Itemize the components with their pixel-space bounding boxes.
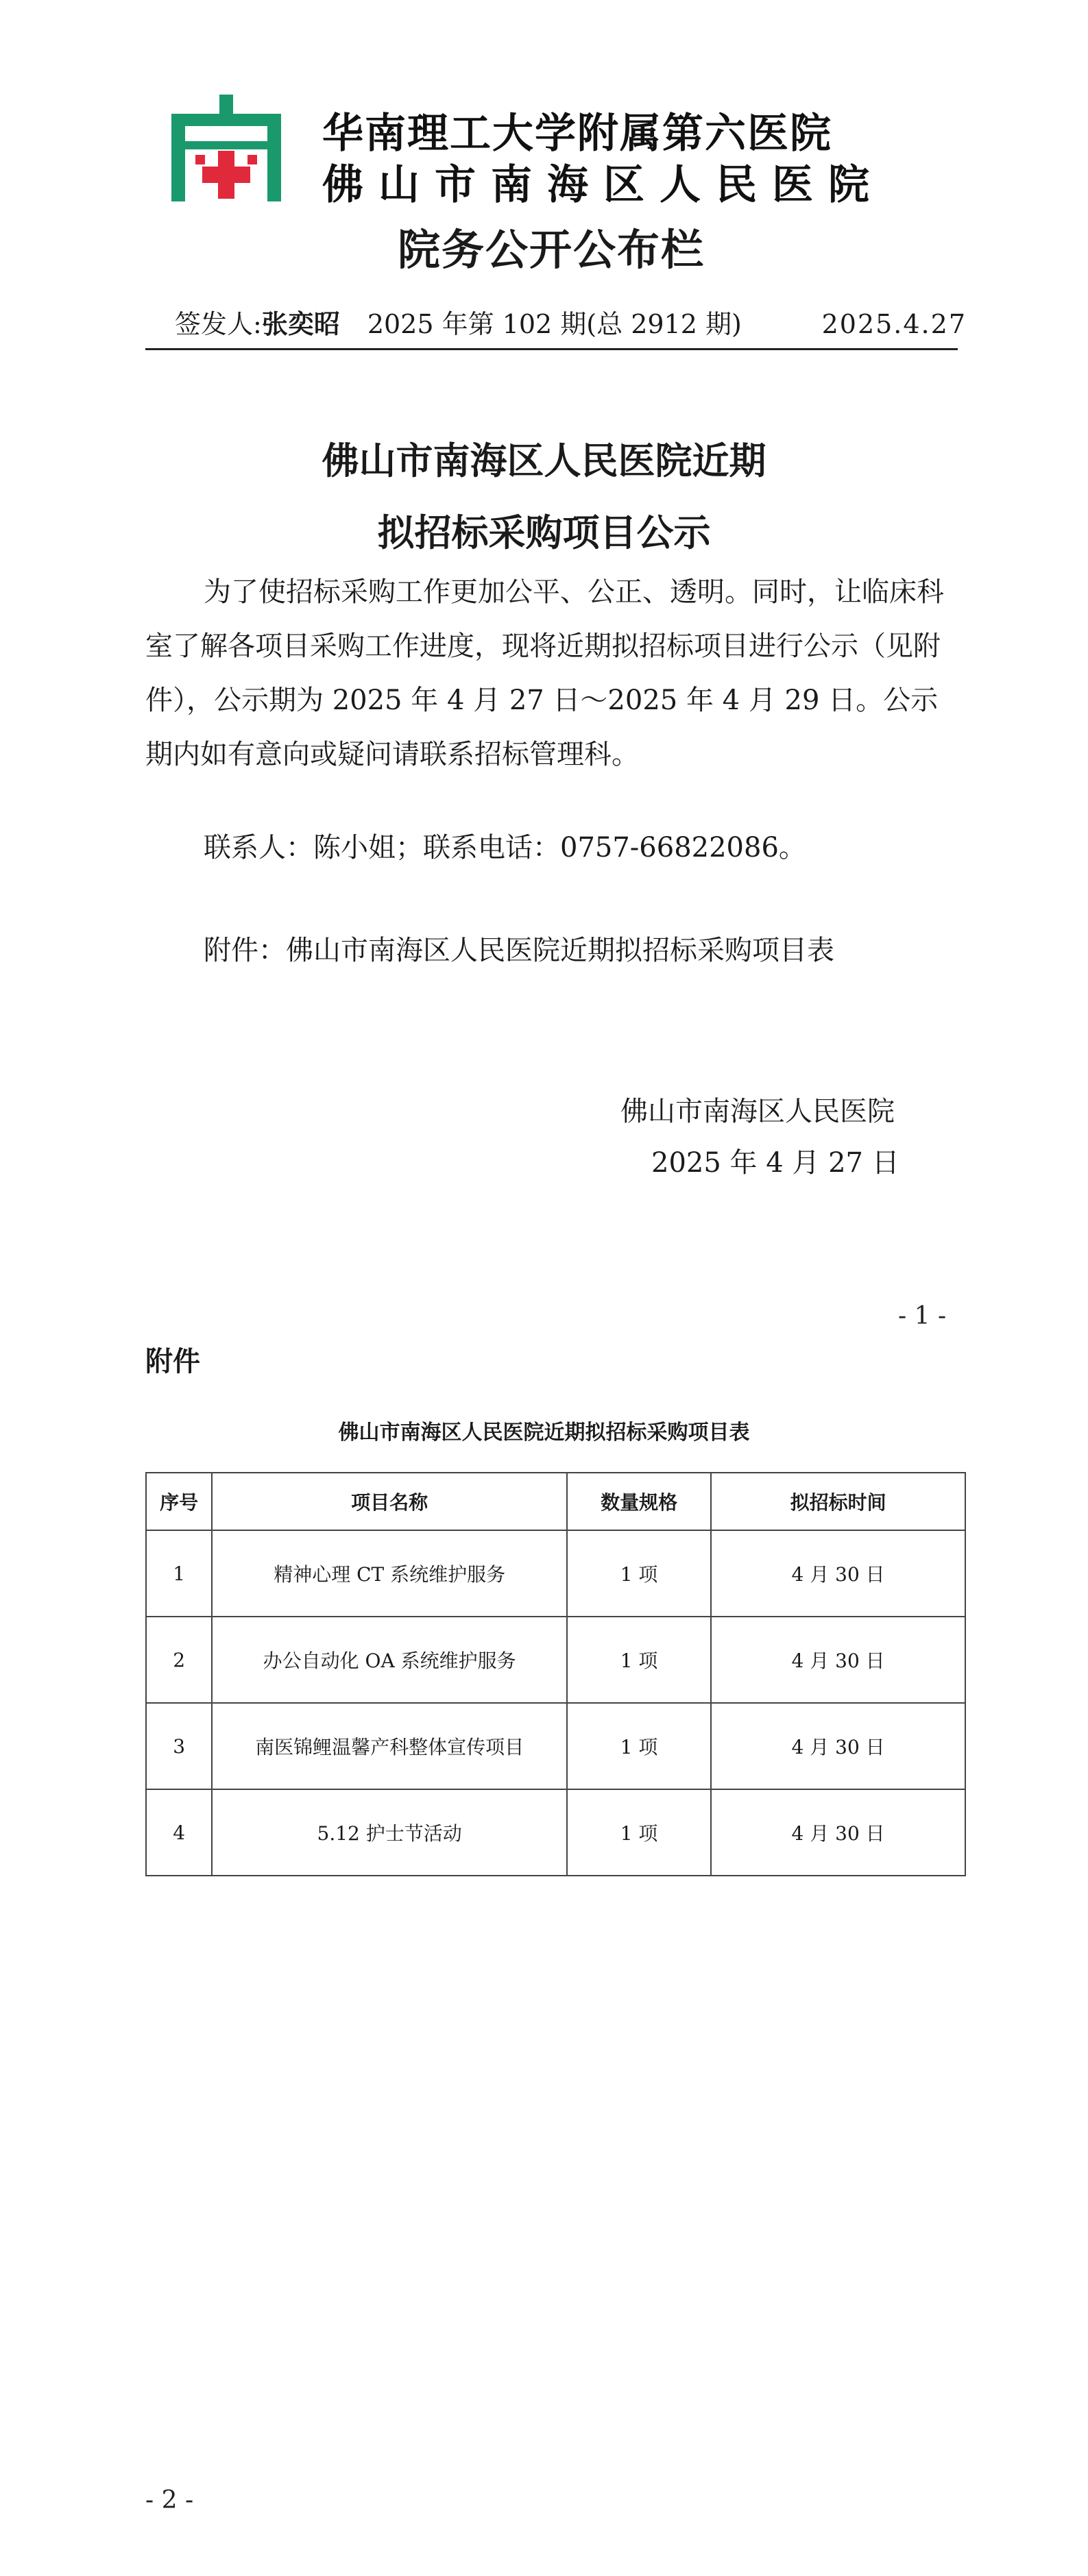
project-table (145, 1472, 966, 1876)
hospital-name-line1: 华南理工大学附属第六医院 (322, 110, 832, 158)
table-row (146, 1789, 965, 1876)
notice-title-line2: 拟招标采购项目公示 (377, 511, 711, 554)
row-quantity: 1 项 (567, 1530, 711, 1617)
notice-body: 为了使招标采购工作更加公平、公正、透明。同时，让临床科室了解各项目采购工作进度，现将近期拟招标项目进行公示（见附件），公示期为 2025 年 4 月 27 日～2025 年 4 月 29 日。公示期内如有意向或疑问请联系招标管理科。 (145, 576, 944, 770)
row-quantity: 1 项 (567, 1617, 711, 1703)
table-header-row (146, 1473, 965, 1530)
page-number-1: - 1 - (898, 1302, 947, 1330)
row-tender-time: 4 月 30 日 (711, 1617, 965, 1703)
column-header-project-name: 项目名称 (212, 1473, 567, 1530)
row-quantity: 1 项 (567, 1703, 711, 1789)
row-project-name: 5.12 护士节活动 (212, 1789, 567, 1876)
table-row (146, 1530, 965, 1617)
column-header-quantity: 数量规格 (567, 1473, 711, 1530)
signer-label: 签发人: (175, 309, 262, 339)
signature-date: 2025 年 4 月 27 日 (651, 1147, 899, 1179)
column-header-index: 序号 (146, 1473, 212, 1530)
signer-name: 张奕昭 (261, 308, 340, 339)
row-index: 3 (146, 1703, 212, 1789)
issue-meta-row (175, 303, 967, 341)
issue-date: 2025.4.27 (821, 309, 967, 339)
table-row (146, 1703, 965, 1789)
row-tender-time: 4 月 30 日 (711, 1530, 965, 1617)
page-number-2: - 2 - (145, 2486, 194, 2514)
signature-organization: 佛山市南海区人民医院 (620, 1096, 895, 1127)
table-row (146, 1617, 965, 1703)
hospital-logo-icon (171, 95, 281, 201)
row-tender-time: 4 月 30 日 (711, 1703, 965, 1789)
attachment-reference: 附件：佛山市南海区人民医院近期拟招标采购项目表 (204, 935, 834, 966)
issue-number: 2025 年第 102 期(总 2912 期) (367, 309, 742, 339)
header-divider (145, 348, 958, 350)
contact-info: 联系人：陈小姐；联系电话：0757-66822086。 (204, 832, 806, 863)
row-project-name: 南医锦鲤温馨产科整体宣传项目 (212, 1703, 567, 1789)
table-title: 佛山市南海区人民医院近期拟招标采购项目表 (338, 1421, 750, 1445)
row-project-name: 精神心理 CT 系统维护服务 (212, 1530, 567, 1617)
notice-title-line1: 佛山市南海区人民医院近期 (322, 439, 766, 482)
hospital-name-line2: 佛山市南海区人民医院 (322, 161, 884, 209)
row-index: 1 (146, 1530, 212, 1617)
row-quantity: 1 项 (567, 1789, 711, 1876)
row-project-name: 办公自动化 OA 系统维护服务 (212, 1617, 567, 1703)
attachment-label: 附件 (145, 1346, 200, 1377)
row-index: 2 (146, 1617, 212, 1703)
column-header-tender-time: 拟招标时间 (711, 1473, 965, 1530)
board-title: 院务公开公布栏 (398, 225, 705, 275)
row-index: 4 (146, 1789, 212, 1876)
row-tender-time: 4 月 30 日 (711, 1789, 965, 1876)
